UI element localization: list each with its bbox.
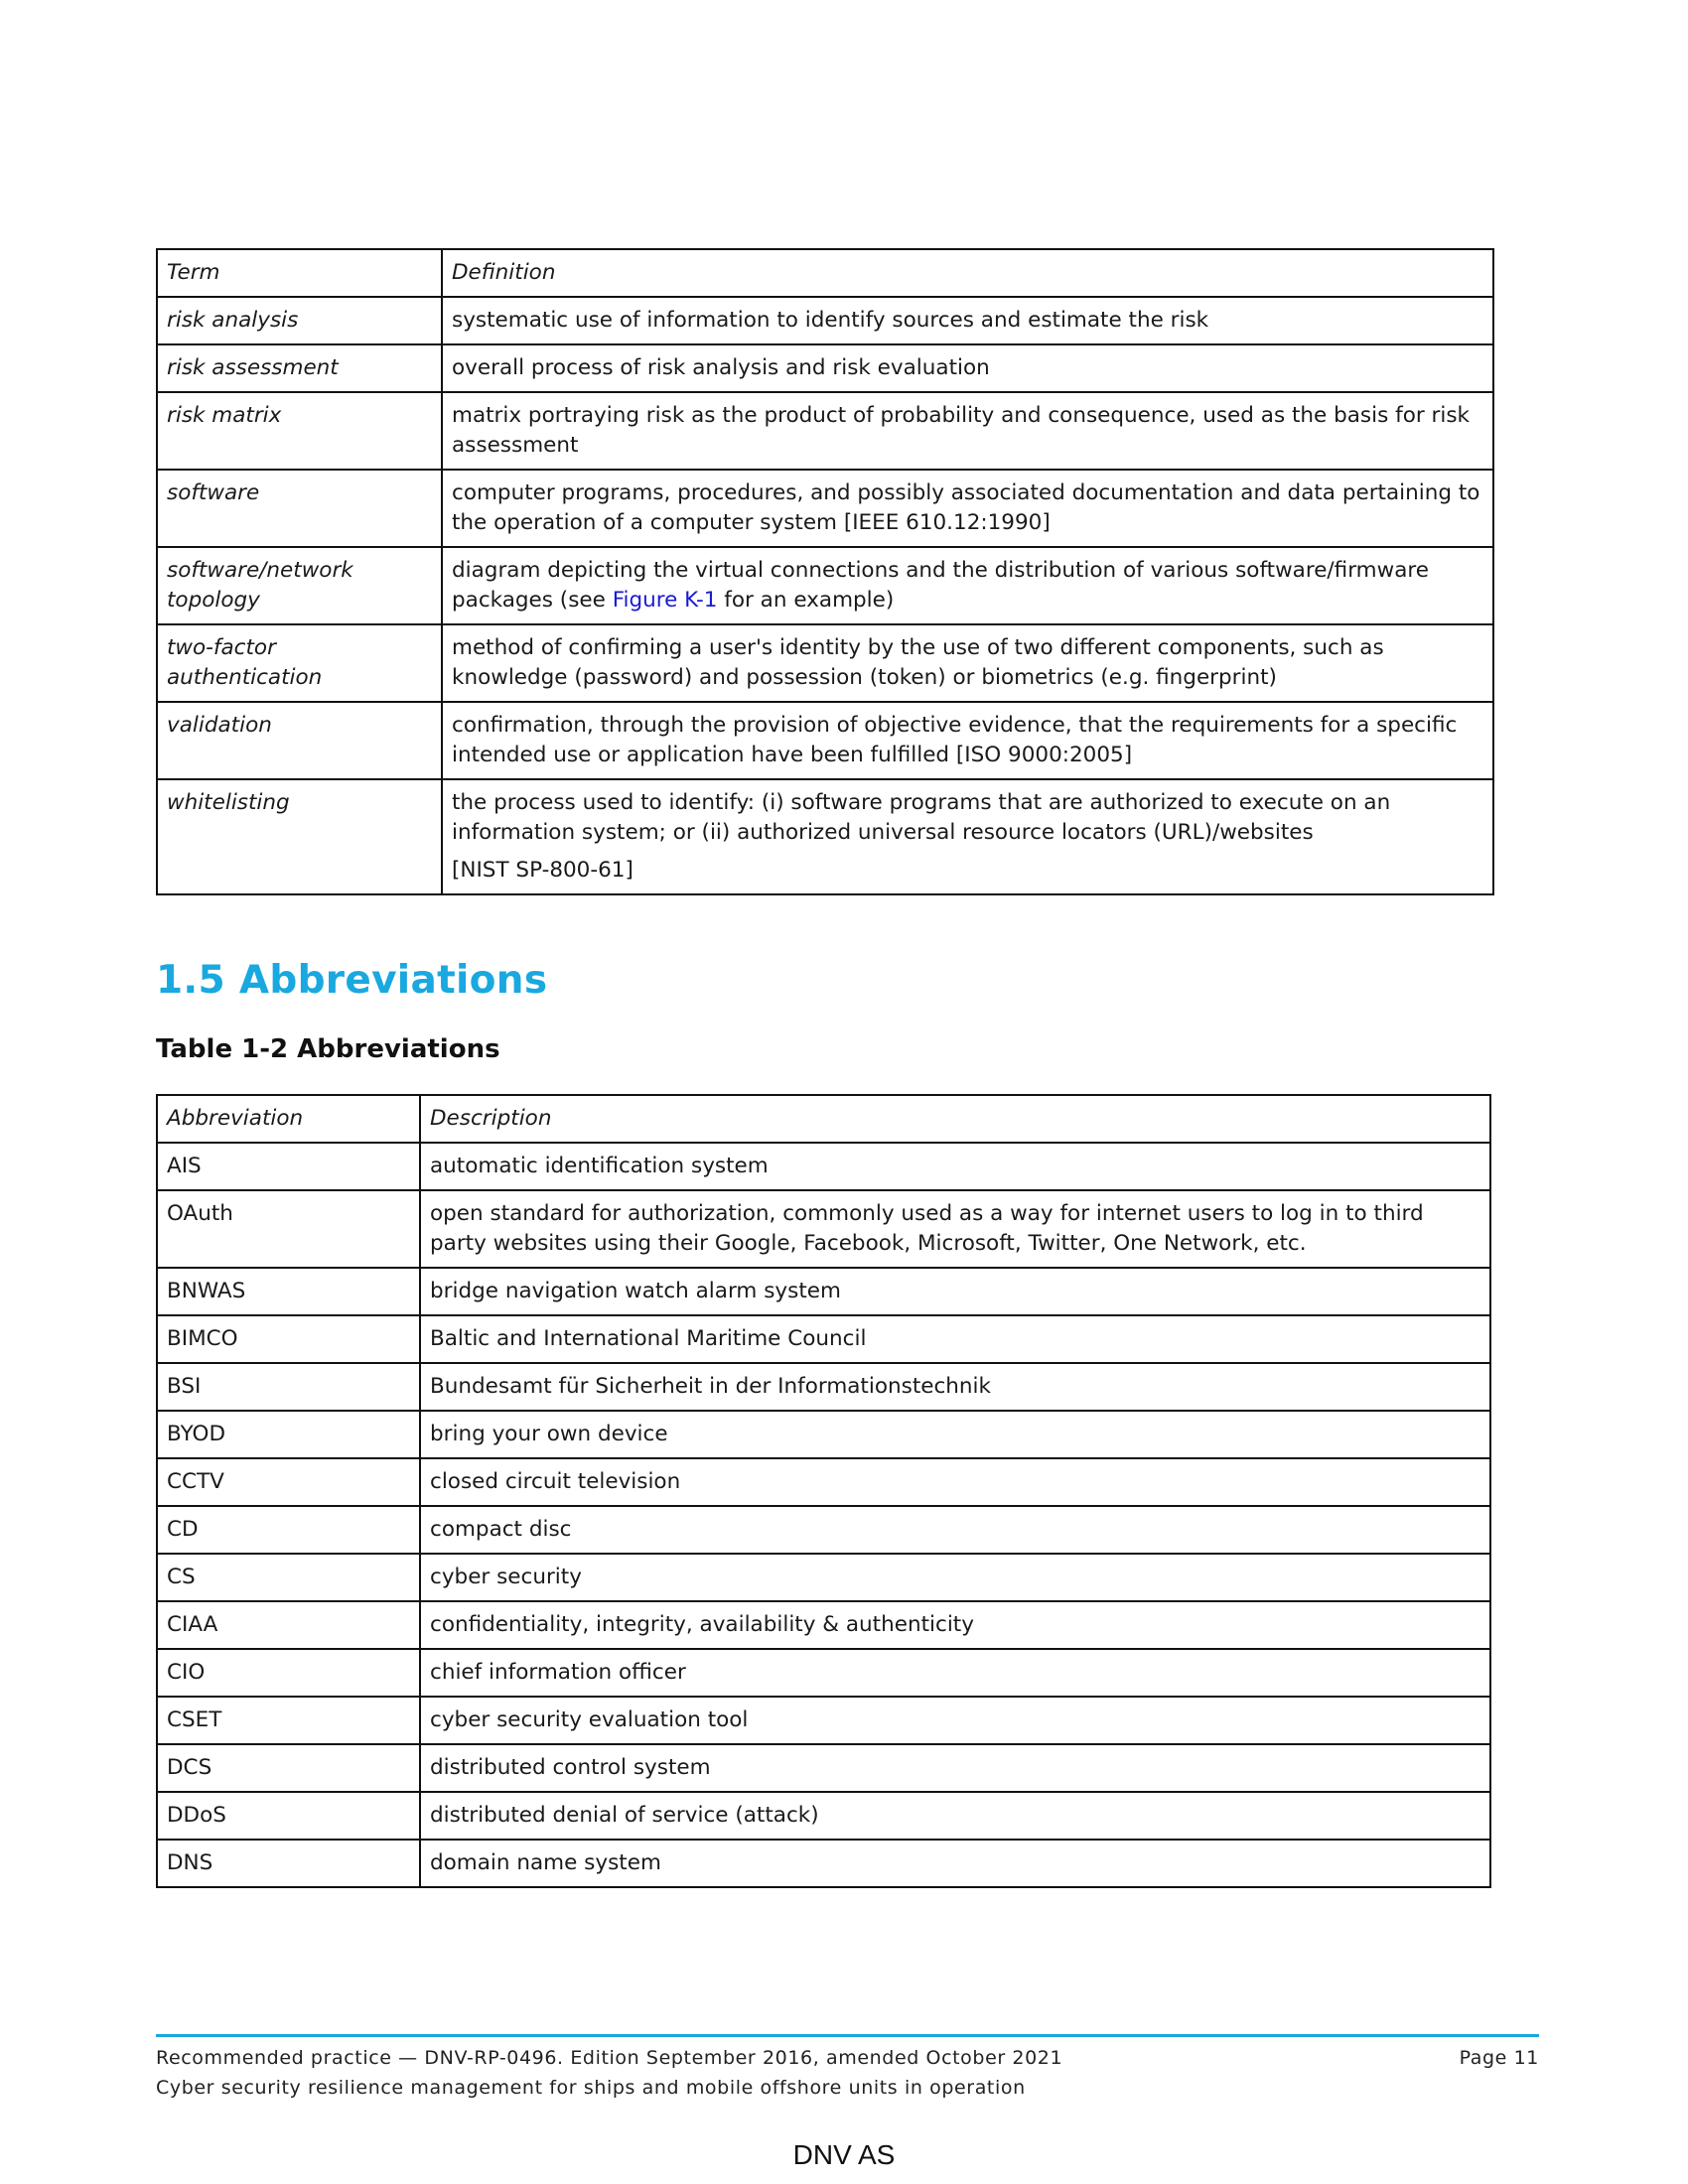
table-row (157, 470, 1493, 547)
abbreviation-cell: CIAA (157, 1601, 420, 1649)
table-row (157, 344, 1493, 392)
table-row (157, 297, 1493, 344)
description-cell: cyber security (420, 1554, 1490, 1601)
abbreviation-cell: DCS (157, 1744, 420, 1792)
abbreviation-cell: BNWAS (157, 1268, 420, 1315)
table-caption: Table 1-2 Abbreviations (156, 1034, 500, 1064)
section-heading: 1.5 Abbreviations (156, 958, 548, 1003)
figure-k1-link[interactable]: Figure K-1 (612, 588, 718, 613)
definition-cell (442, 547, 1493, 624)
term-cell: risk matrix (157, 392, 442, 470)
header-term: Term (157, 249, 442, 297)
table-row (157, 547, 1493, 624)
description-cell: distributed denial of service (attack) (420, 1792, 1490, 1840)
header-definition: Definition (442, 249, 1493, 297)
table-row (157, 624, 1493, 702)
abbreviation-cell: BYOD (157, 1411, 420, 1458)
description-cell: open standard for authorization, commonly used as a way for internet users to log in to third party websites using their Google, Facebook, Microsoft, Twitter, One Network, etc. (420, 1190, 1490, 1268)
table-header-row (157, 249, 1493, 297)
terms-table (156, 248, 1494, 895)
term-cell: software/network topology (157, 547, 442, 624)
description-cell: Bundesamt für Sicherheit in der Informationstechnik (420, 1363, 1490, 1411)
definition-cell: matrix portraying risk as the product of probability and consequence, used as the basis for risk assessment (442, 392, 1493, 470)
table-row (157, 1363, 1490, 1411)
header-description: Description (420, 1095, 1490, 1143)
description-cell: confidentiality, integrity, availability & authenticity (420, 1601, 1490, 1649)
table-row (157, 1649, 1490, 1697)
abbreviation-cell: CD (157, 1506, 420, 1554)
abbreviation-cell: CSET (157, 1697, 420, 1744)
footer-document-subtitle: Cyber security resilience management for ships and mobile offshore units in operation (156, 2077, 1026, 2099)
table-row (157, 1697, 1490, 1744)
table-row (157, 1506, 1490, 1554)
table-row (157, 1554, 1490, 1601)
definition-reference: [NIST SP-800-61] (452, 858, 633, 883)
table-row (157, 1840, 1490, 1887)
footer-document-title: Recommended practice — DNV-RP-0496. Edition September 2016, amended October 2021 (156, 2047, 1063, 2069)
term-cell: software (157, 470, 442, 547)
definition-text: diagram depicting the virtual connections and the distribution of various software/firmware packages (see (452, 558, 1429, 613)
header-abbreviation: Abbreviation (157, 1095, 420, 1143)
abbreviation-cell: DDoS (157, 1792, 420, 1840)
table-row (157, 1315, 1490, 1363)
definition-text: for an example) (717, 588, 895, 613)
description-cell: chief information officer (420, 1649, 1490, 1697)
table-row (157, 1143, 1490, 1190)
table-row (157, 392, 1493, 470)
abbreviation-cell: BIMCO (157, 1315, 420, 1363)
abbreviation-cell: CIO (157, 1649, 420, 1697)
description-cell: bring your own device (420, 1411, 1490, 1458)
table-row (157, 1744, 1490, 1792)
description-cell: cyber security evaluation tool (420, 1697, 1490, 1744)
term-cell: validation (157, 702, 442, 779)
definition-text: the process used to identify: (i) software programs that are authorized to execute on an information system; or (ii) authorized universal resource locators (URL)/websites (452, 790, 1391, 845)
abbreviation-cell: CCTV (157, 1458, 420, 1506)
description-cell: compact disc (420, 1506, 1490, 1554)
table-row (157, 1458, 1490, 1506)
term-cell: whitelisting (157, 779, 442, 894)
description-cell: bridge navigation watch alarm system (420, 1268, 1490, 1315)
abbreviations-table (156, 1094, 1491, 1888)
footer-divider (156, 2034, 1539, 2037)
company-name: DNV AS (792, 2139, 896, 2170)
abbreviation-cell: BSI (157, 1363, 420, 1411)
table-row (157, 1601, 1490, 1649)
definition-cell: overall process of risk analysis and risk evaluation (442, 344, 1493, 392)
table-row (157, 702, 1493, 779)
definition-cell: confirmation, through the provision of objective evidence, that the requirements for a specific intended use or application have been fulfilled [ISO 9000:2005] (442, 702, 1493, 779)
term-cell: two-factor authentication (157, 624, 442, 702)
table-row (157, 1190, 1490, 1268)
description-cell: automatic identification system (420, 1143, 1490, 1190)
table-row (157, 1268, 1490, 1315)
description-cell: Baltic and International Maritime Council (420, 1315, 1490, 1363)
abbreviation-cell: OAuth (157, 1190, 420, 1268)
table-header-row (157, 1095, 1490, 1143)
abbreviation-cell: DNS (157, 1840, 420, 1887)
description-cell: closed circuit television (420, 1458, 1490, 1506)
definition-cell (442, 779, 1493, 894)
term-cell: risk analysis (157, 297, 442, 344)
description-cell: domain name system (420, 1840, 1490, 1887)
page-number: Page 11 (1459, 2047, 1539, 2069)
term-cell: risk assessment (157, 344, 442, 392)
definition-cell: systematic use of information to identify sources and estimate the risk (442, 297, 1493, 344)
table-row (157, 1411, 1490, 1458)
table-row (157, 1792, 1490, 1840)
abbreviation-cell: AIS (157, 1143, 420, 1190)
abbreviation-cell: CS (157, 1554, 420, 1601)
definition-cell: method of confirming a user's identity by the use of two different components, such as knowledge (password) and possession (token) or biometrics (e.g. fingerprint) (442, 624, 1493, 702)
table-row (157, 779, 1493, 894)
definition-cell: computer programs, procedures, and possibly associated documentation and data pertaining to the operation of a computer system [IEEE 610.12:1990] (442, 470, 1493, 547)
description-cell: distributed control system (420, 1744, 1490, 1792)
